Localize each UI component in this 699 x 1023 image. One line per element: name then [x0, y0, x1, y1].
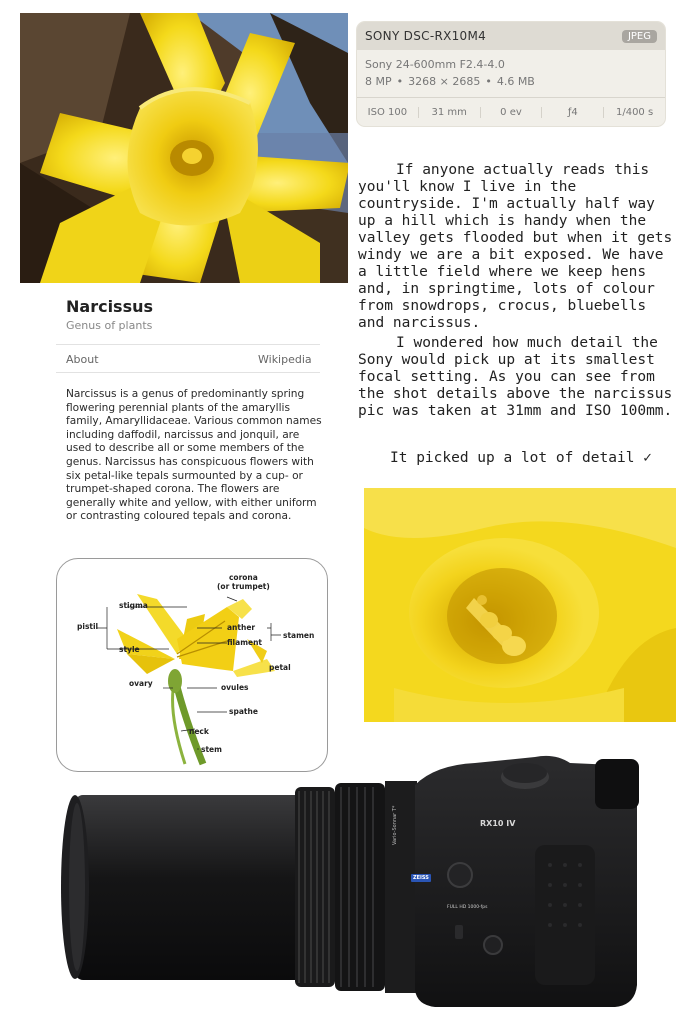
note-paragraph-1: If anyone actually reads this you'll know I live in the countryside. I'm actually half way up a hill which is handy when the valley gets flooded but when it gets windy we are a bit exposed. We have a little field where we keep hens and, in springtime, lots of colour from snowdrops, crocus, bluebells and narcissus.: [358, 162, 673, 331]
lens-info: Sony 24-600mm F2.4-4.0: [365, 58, 505, 71]
label-anther: anther: [227, 623, 256, 632]
zeiss-badge: ZEISS: [413, 875, 429, 881]
label-petal: petal: [269, 663, 291, 672]
daffodil-photo: [20, 13, 348, 283]
iso-value: ISO 100: [367, 106, 408, 118]
camera-model-marking: RX10 IV: [480, 819, 516, 828]
divider: [56, 344, 320, 345]
label-stigma: stigma: [119, 601, 148, 610]
image-size-info: 8 MP • 3268 × 2685 • 4.6 MB: [365, 75, 535, 88]
wiki-title: Narcissus: [66, 297, 154, 316]
label-spathe: spathe: [229, 707, 258, 716]
label-stamen: stamen: [283, 631, 315, 640]
exif-info-card: [357, 22, 665, 126]
resolution: 3268 × 2685: [408, 75, 481, 88]
label-filament: filament: [227, 638, 263, 647]
exif-header: [357, 22, 665, 50]
lens-name-marking: Vario-Sonnar T*: [392, 805, 398, 845]
note-paragraph-2: I wondered how much detail the Sony would pick up at its smallest focal setting. As you can see from the shot details above the narcissus pic was taken at 31mm and ISO 100mm.: [358, 335, 673, 419]
wiki-subtitle: Genus of plants: [66, 319, 153, 332]
label-ovules: ovules: [221, 683, 249, 692]
fullhd-marking: FULL HD 1000-fps: [447, 905, 488, 910]
label-neck: neck: [189, 727, 209, 736]
aperture-value: ƒ4: [541, 107, 603, 118]
label-style: style: [119, 645, 140, 654]
label-corona: [217, 573, 270, 591]
wiki-source-link[interactable]: Wikipedia: [258, 353, 312, 366]
exposure-value: 0 ev: [480, 107, 542, 118]
exposure-params: [357, 97, 665, 126]
divider: [56, 372, 320, 373]
flower-anatomy-diagram: [56, 558, 328, 772]
focal-length-value: 31 mm: [418, 107, 480, 118]
camera-model: SONY DSC-RX10M4: [365, 29, 487, 43]
label-corona-text: corona: [228, 573, 258, 582]
note-paragraph-3: It picked up a lot of detail ✓: [390, 450, 652, 466]
megapixels: 8 MP: [365, 75, 392, 88]
label-corona-alt: (or trumpet): [217, 582, 270, 591]
label-pistil: pistil: [77, 622, 99, 631]
label-ovary: ovary: [129, 679, 153, 688]
format-badge: JPEG: [622, 30, 657, 43]
sony-camera-image: [55, 755, 645, 1015]
label-stem: stem: [201, 745, 222, 754]
shutter-value: 1/400 s: [603, 107, 665, 118]
daffodil-closeup-photo: [364, 488, 676, 722]
file-size: 4.6 MB: [496, 75, 535, 88]
wiki-description: Narcissus is a genus of predominantly spring flowering perennial plants of the amaryllis family, Amaryllidaceae. Various common names including daffodil, narcissus and jonquil, are used to describe all or some members of the genus. Narcissus has conspicuous flowers with six petal-like tepals surmounted by a cup- or trumpet-shaped corona. The flowers are generally white and yellow, with either uniform or contrasting coloured tepals and corona.: [66, 388, 322, 523]
wiki-about-label: About: [66, 353, 99, 366]
